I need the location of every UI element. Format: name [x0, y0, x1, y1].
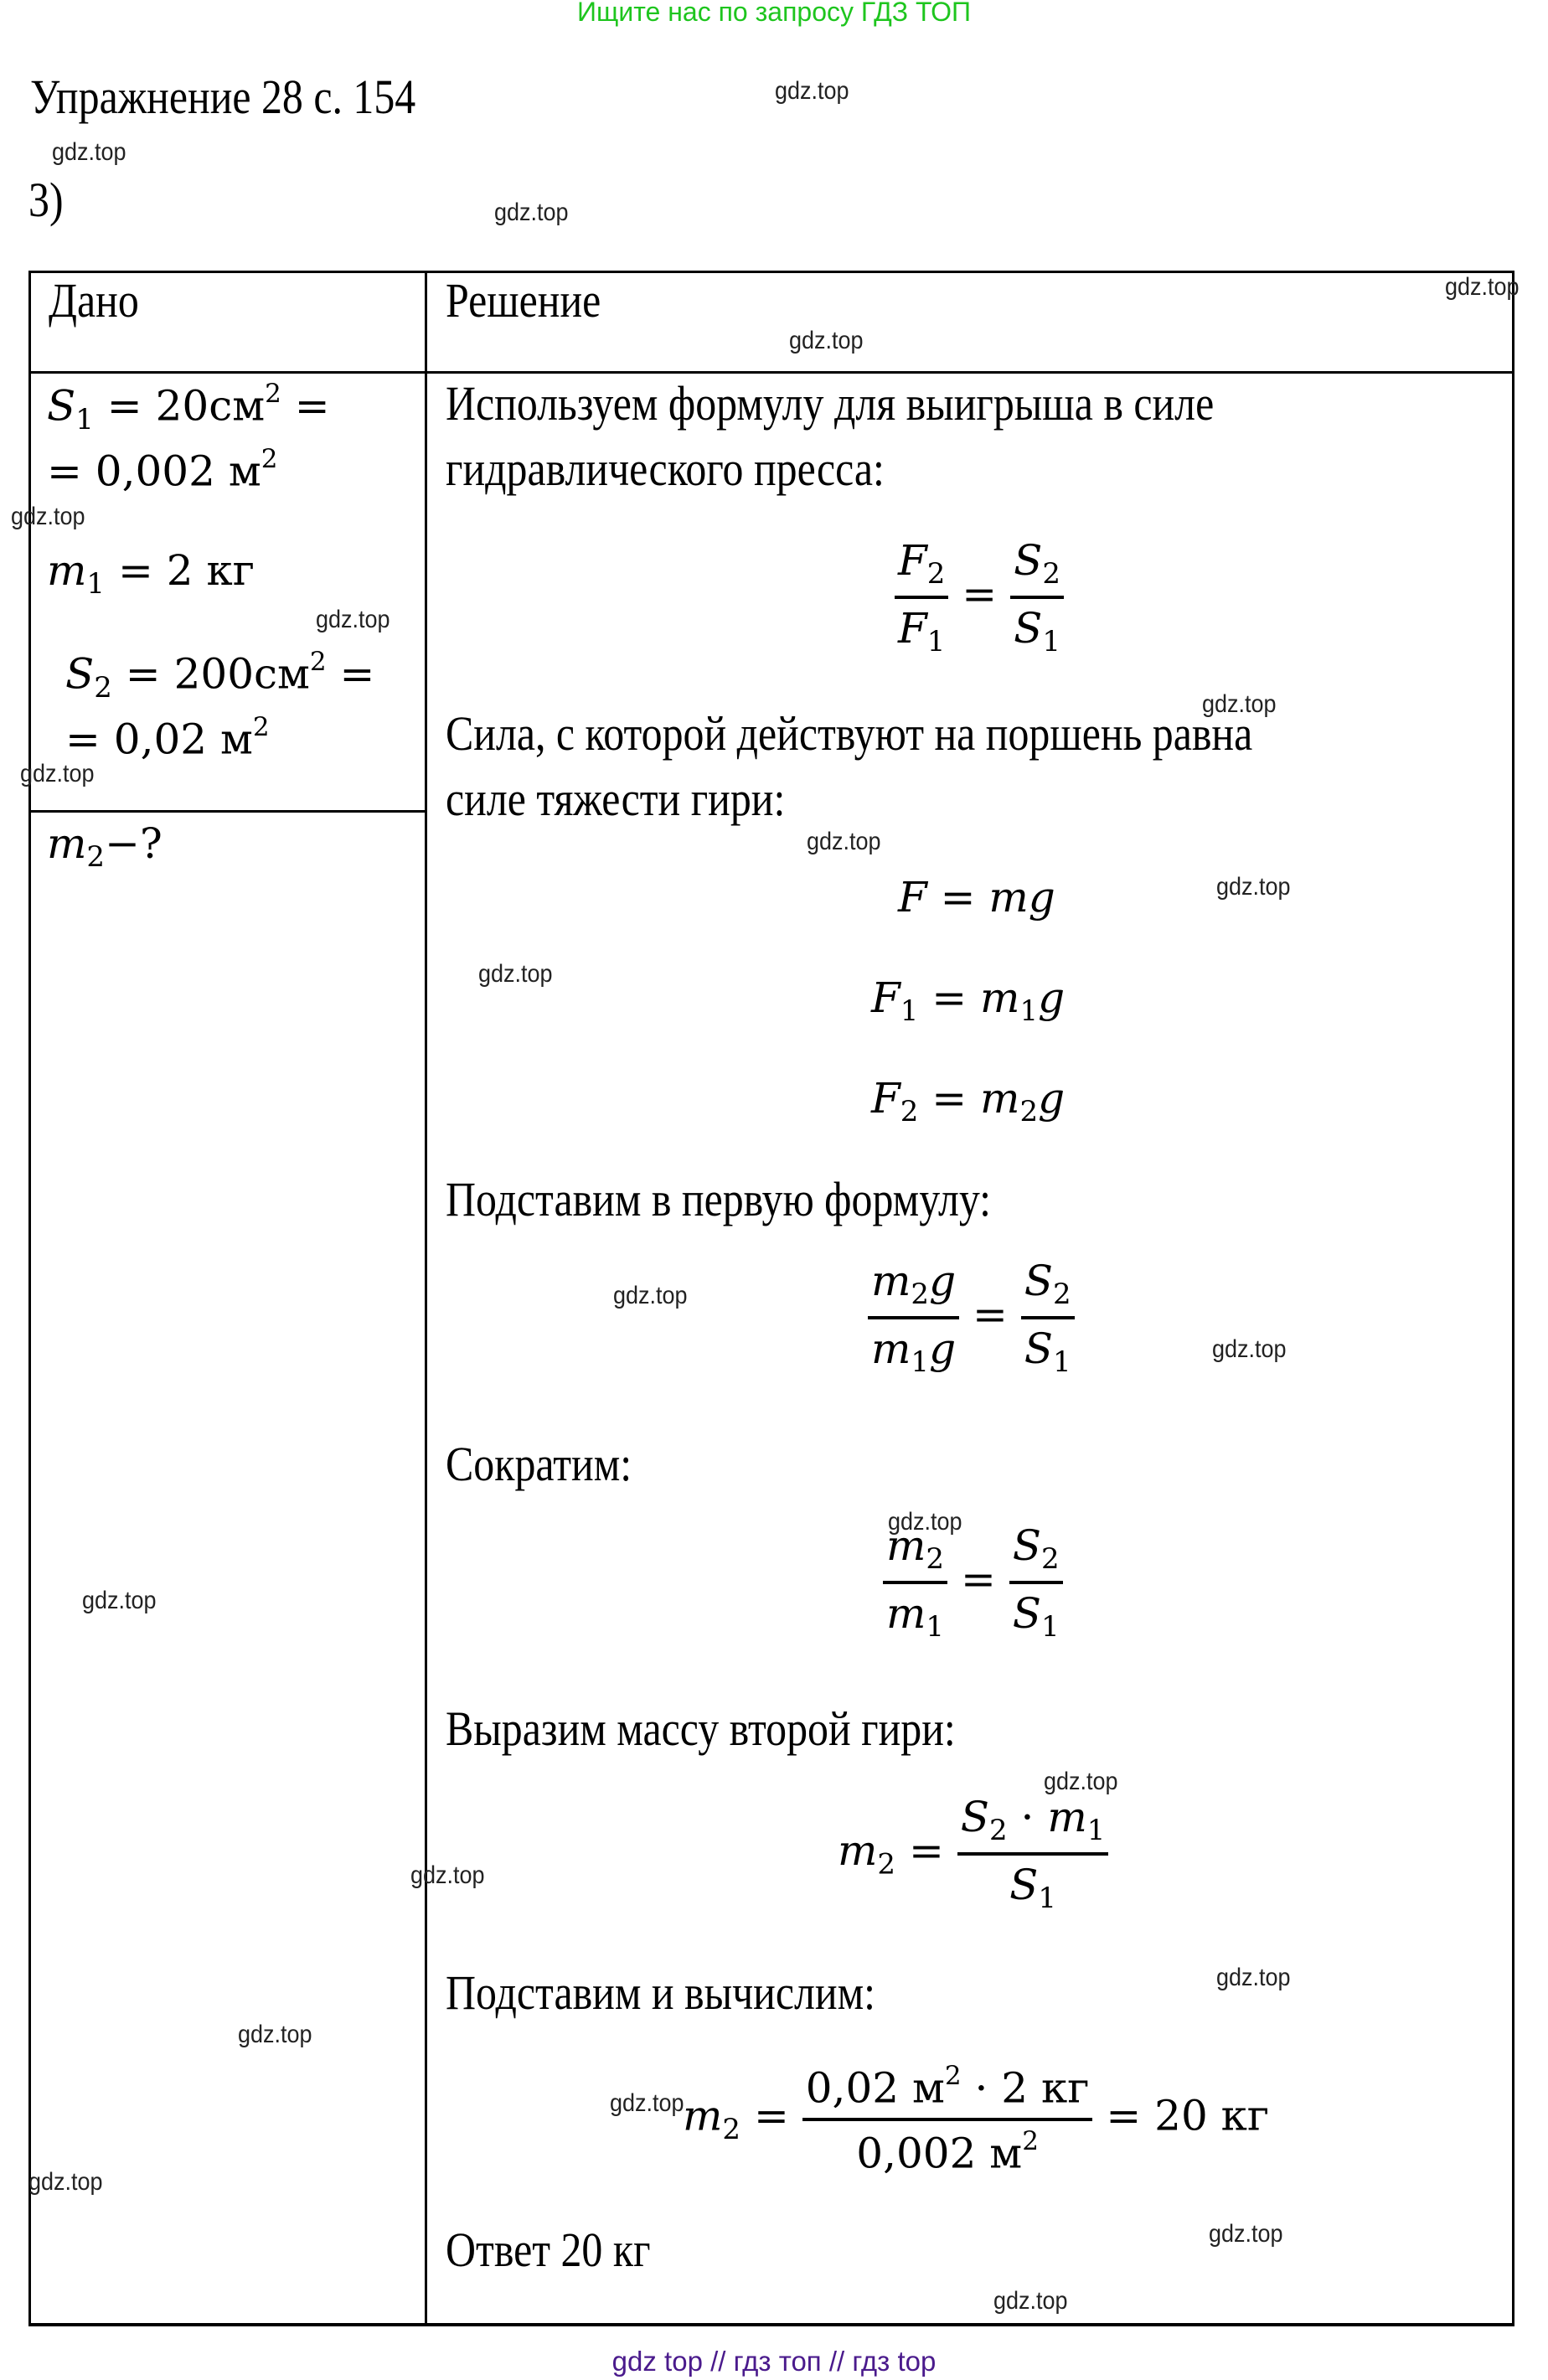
watermark: gdz.top: [610, 2089, 684, 2117]
exercise-title: Упражнение 28 с. 154: [30, 70, 416, 124]
column-divider: [425, 271, 427, 2325]
formula-f2: $F_2 = m_2g$: [871, 1074, 1066, 1129]
watermark: gdz.top: [1216, 873, 1291, 901]
formula-force-ratio: $\frac{F_2}{F_1}$ = $\frac{S_2}{S_1}$: [895, 536, 1064, 658]
table-border-right: [1512, 271, 1514, 2325]
solution-text-2b: силе тяжести гири:: [446, 772, 786, 826]
answer-text: Ответ 20 кг: [446, 2223, 651, 2277]
watermark: gdz.top: [613, 1282, 688, 1309]
formula-reduced: $\frac{m_2}{m_1}$ = $\frac{S_2}{S_1}$: [883, 1521, 1063, 1644]
solution-text-1b: гидравлического пресса:: [446, 441, 885, 496]
watermark: gdz.top: [52, 138, 126, 166]
promo-banner: Ищите нас по запросу ГДЗ ТОП: [577, 0, 971, 27]
given-header: Дано: [49, 273, 139, 328]
solution-text-6: Подставим и вычислим:: [446, 1965, 876, 2020]
watermark: gdz.top: [775, 77, 849, 105]
solution-text-3: Подставим в первую формулу:: [446, 1172, 991, 1226]
exercise-part: 3): [28, 173, 64, 227]
watermark: gdz.top: [28, 2168, 103, 2196]
table-border-top: [28, 271, 1514, 273]
solution-header: Решение: [446, 273, 601, 328]
footer-links: gdz top // гдз топ // гдз top: [611, 2346, 937, 2377]
solution-text-4: Сократим:: [446, 1437, 632, 1491]
table-border-bottom: [28, 2323, 1514, 2326]
formula-weight: F = mg: [898, 873, 1055, 922]
watermark: gdz.top: [1216, 1964, 1291, 1991]
watermark: gdz.top: [888, 1508, 962, 1536]
given-s1: $S_1 = 20см^2$ =: [47, 379, 330, 436]
given-s2-si: = 0,02 $м^2$: [65, 712, 270, 764]
watermark: gdz.top: [82, 1587, 157, 1614]
watermark: gdz.top: [993, 2287, 1068, 2315]
header-row-divider: [28, 371, 1514, 374]
watermark: gdz.top: [789, 327, 864, 354]
watermark: gdz.top: [11, 503, 85, 530]
solution-text-5: Выразим массу второй гири:: [446, 1701, 956, 1756]
formula-f1: $F_1 = m_1g$: [871, 973, 1066, 1029]
watermark: gdz.top: [807, 828, 881, 855]
watermark: gdz.top: [410, 1861, 485, 1889]
watermark: gdz.top: [238, 2021, 312, 2048]
watermark: gdz.top: [1202, 690, 1277, 718]
given-s1-si: = 0,002 $м^2$: [47, 444, 278, 496]
formula-calculation: $m_2$ = $\frac{0,02 м^2 \cdot 2 кг}{0,002 м^2}$ = 20 кг: [683, 2061, 1270, 2178]
given-find-divider: [28, 810, 426, 813]
watermark: gdz.top: [20, 760, 95, 787]
find-m2: $m_2-$?: [47, 819, 163, 875]
watermark: gdz.top: [1212, 1335, 1287, 1363]
solution-text-1a: Используем формулу для выигрыша в силе: [446, 376, 1215, 431]
formula-substituted: $\frac{m_2g}{m_1g}$ = $\frac{S_2}{S_1}$: [868, 1257, 1075, 1379]
watermark: gdz.top: [1044, 1768, 1118, 1795]
watermark: gdz.top: [1445, 273, 1520, 301]
given-s2: $S_2 = 200см^2$ =: [65, 647, 375, 705]
watermark: gdz.top: [316, 606, 390, 633]
table-border-left: [28, 271, 31, 2325]
watermark: gdz.top: [478, 960, 553, 988]
given-m1: $m_1 = 2$ кг: [47, 546, 255, 601]
watermark: gdz.top: [1209, 2220, 1283, 2248]
watermark: gdz.top: [494, 199, 569, 226]
formula-m2-expression: $m_2$ = $\frac{S_2 \cdot m_1}{S_1}$: [838, 1793, 1108, 1915]
solution-text-2a: Сила, с которой действуют на поршень равна: [446, 706, 1253, 761]
